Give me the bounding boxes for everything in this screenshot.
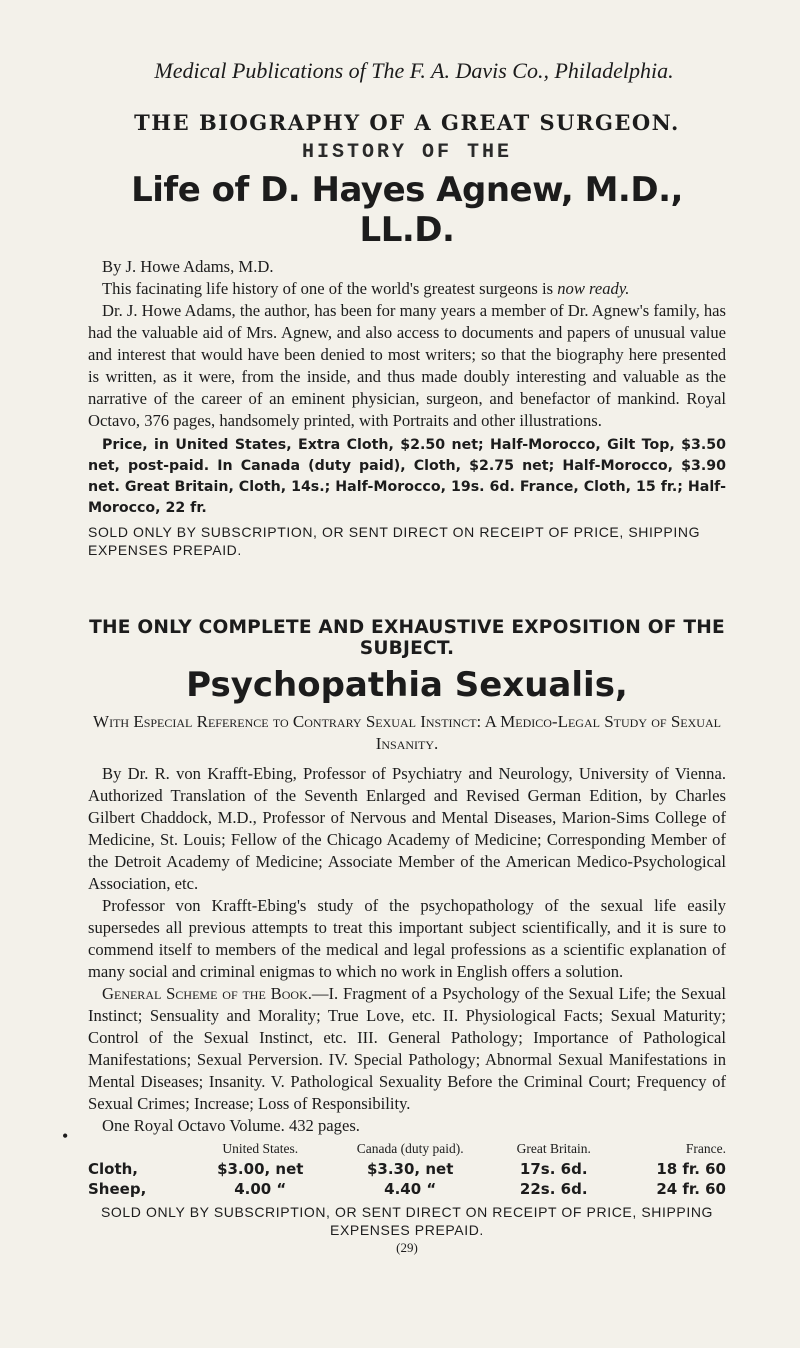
price-cell: 18 fr. 60 [656,1160,726,1178]
price-col-britain: Great Britain. [516,1141,591,1156]
book2-title: Psychopathia Sexualis, [186,665,628,705]
price-cell: $3.00, net [217,1160,304,1178]
running-head: Medical Publications of The F. A. Davis Co., Philadelphia. [154,58,674,83]
book1-heading: THE BIOGRAPHY OF A GREAT SURGEON. [134,110,680,135]
book2-subtitle: With Especial Reference to Contrary Sexual Instinct: A Medico-Legal Study of Sexual Insanity. [93,712,721,753]
book2-price-table [88,1139,726,1199]
book2-scheme-text: —I. Fragment of a Psychology of the Sexual Life; the Sexual Instinct; Sensuality and Morality; True Love, etc. II. Physiological Facts; Sexual Maturity; Control of the Sexual Instinct, etc. III. General Pathology; Importance of Pathological Manifestations; Sexual Perversion. IV. Special Pathology; Abnormal Sexual Manifestations in Mental Diseases; Insanity. V. Pathological Sexuality Before the Criminal Court; Frequency of Sexual Crimes; Increase; Loss of Responsibility. [88,984,726,1113]
table-row [88,1179,726,1199]
price-col-canada: Canada (duty paid). [356,1141,464,1156]
price-cell: Sheep, [88,1180,147,1198]
price-cell: 22s. 6d. [519,1180,588,1198]
price-col-empty [88,1139,190,1159]
book2-description: Professor von Krafft-Ebing's study of the psychopathology of the sexual life easily supersedes all previous attempts to treat this important subject scientifically, and it is sure to commend itself to members of the medical and legal professions as a scientific explanation of many social and criminal enigmas to which no work in English offers a solution. [88,896,726,981]
book2-sold-note: SOLD ONLY BY SUBSCRIPTION, OR SENT DIRECT ON RECEIPT OF PRICE, SHIPPING EXPENSES PREPAID. [100,1204,714,1238]
book1-sold-note: SOLD ONLY BY SUBSCRIPTION, OR SENT DIRECT ON RECEIPT OF PRICE, SHIPPING EXPENSES PREPAID. [88,524,701,558]
book2-scheme-label: General Scheme of the Book. [102,984,312,1003]
book2-byline: By Dr. R. von Krafft-Ebing, Professor of Psychiatry and Neurology, University of Vienna. Authorized Translation of the Seventh Enlarged and Revised German Edition, by Charles Gilbert Chaddock, M.D., Professor of Nervous and Mental Diseases, Marion-Sims College of Medicine, St. Louis; Fellow of the Chicago Academy of Medicine; Corresponding Member of the Detroit Academy of Medicine; Associate Member of the American Medico-Psychological Association, etc. [88,764,726,893]
book1-byline: By J. Howe Adams, M.D. [102,257,274,276]
book1-description: Dr. J. Howe Adams, the author, has been for many years a member of Dr. Agnew's family, has had the valuable aid of Mrs. Agnew, and also access to documents and papers of unusual value and interest that would have been denied to most writers; so that the biography here presented is written, as it were, from the inside, and thus made doubly interesting and valuable as the narrative of the career of an eminent physician, surgeon, and benefactor of mankind. Royal Octavo, 376 pages, handsomely printed, with Portraits and other illustrations. [88,301,726,430]
price-col-us: United States. [222,1141,299,1156]
book1-price: Price, in United States, Extra Cloth, $2.50 net; Half-Morocco, Gilt Top, $3.50 net, post-paid. In Canada (duty paid), Cloth, $2.75 net; Half-Morocco, $3.90 net. Great Britain, Cloth, 14s.; Half-Morocco, 19s. 6d. France, Cloth, 15 fr.; Half-Morocco, 22 fr. [88,437,726,516]
price-col-france: France. [685,1141,726,1156]
price-cell: Cloth, [88,1160,139,1178]
book1-intro-emphasis: now ready. [557,279,630,298]
book2-volume: One Royal Octavo Volume. 432 pages. [102,1116,360,1135]
book2-scheme [88,983,726,1115]
price-table-header [88,1139,726,1159]
book1-title: Life of D. Hayes Agnew, M.D., LL.D. [131,170,683,250]
book1-subheading: HISTORY OF THE [301,141,513,164]
price-cell: 4.00 “ [234,1180,287,1198]
book1-intro [88,278,726,300]
book2-heading: THE ONLY COMPLETE AND EXHAUSTIVE EXPOSITION OF THE SUBJECT. [89,617,725,659]
margin-bullet-icon: • [62,1126,69,1146]
price-cell: 24 fr. 60 [656,1180,726,1198]
price-cell: $3.30, net [366,1160,454,1178]
price-cell: 4.40 “ [384,1180,437,1198]
table-row [88,1159,726,1179]
book1-intro-text: This facinating life history of one of the world's greatest surgeons is [102,279,554,298]
price-cell: 17s. 6d. [519,1160,588,1178]
page-number: (29) [396,1240,418,1255]
